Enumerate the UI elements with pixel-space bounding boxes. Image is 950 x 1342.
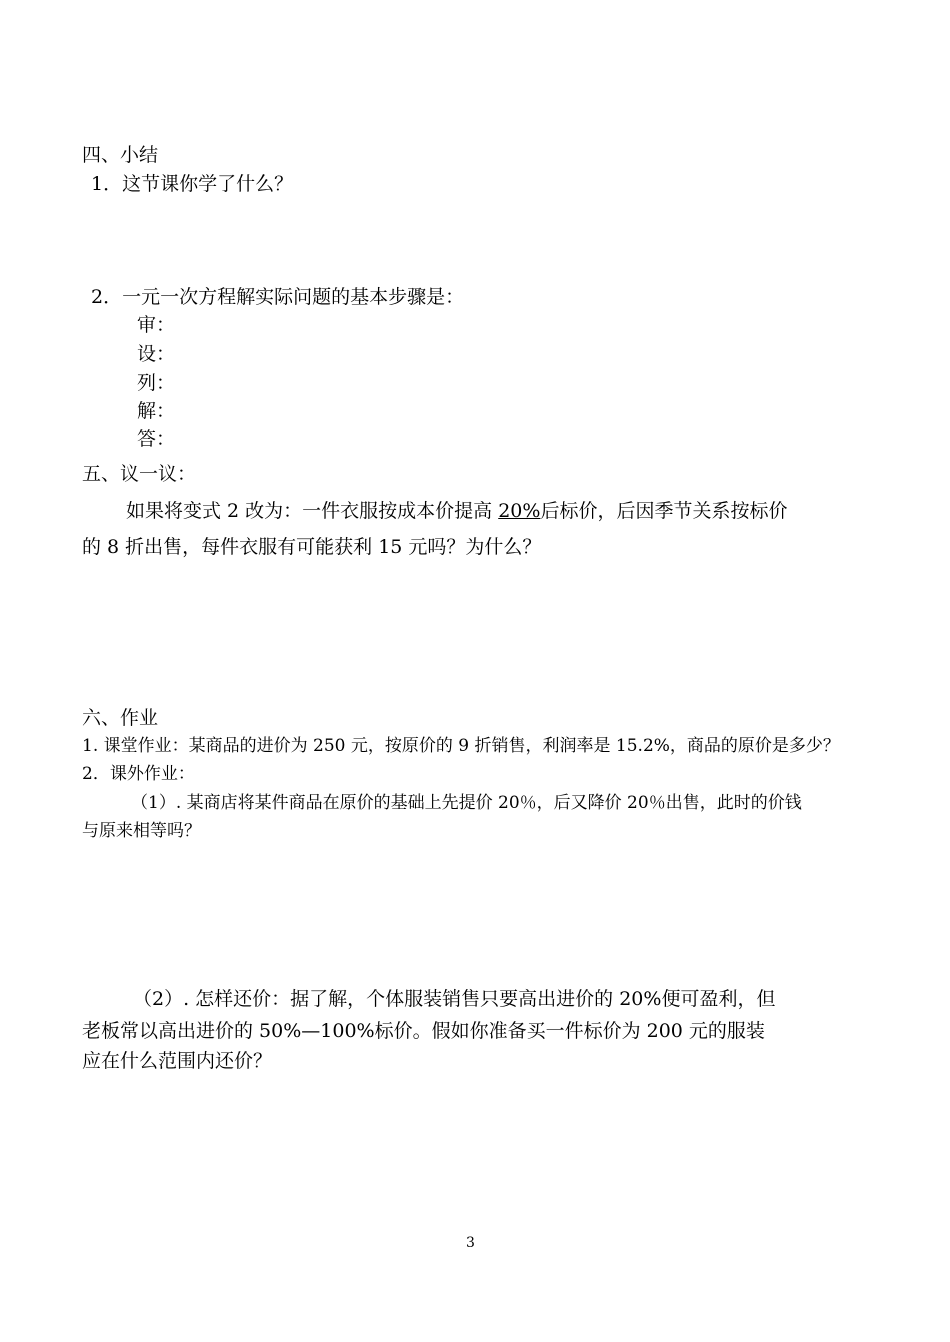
- problem-2-line-2: 老板常以高出进价的 50%—100%标价。假如你准备买一件标价为 200 元的服装: [82, 1020, 765, 1042]
- page-number: 3: [466, 1235, 475, 1251]
- discuss-text-post: 后标价，后因季节关系按标价: [540, 500, 788, 522]
- outside-work-label: 2．课外作业：: [82, 764, 195, 784]
- class-work: 1. 课堂作业：某商品的进价为 250 元，按原价的 9 折销售，利润率是 15.2%，商品的原价是多少？: [82, 736, 840, 756]
- problem-2-line-3: 应在什么范围内还价？: [82, 1050, 273, 1072]
- summary-heading: 四、小结: [82, 144, 159, 166]
- discuss-heading: 五、议一议：: [82, 463, 197, 485]
- discuss-text-pre: 如果将变式 2 改为：一件衣服按成本价提高: [126, 500, 499, 522]
- step-she: 设：: [137, 343, 176, 365]
- step-jie: 解：: [137, 400, 176, 422]
- summary-question-2: 2．一元一次方程解实际问题的基本步骤是：: [91, 286, 465, 308]
- discuss-paragraph-line-2: 的 8 折出售，每件衣服有可能获利 15 元吗？为什么？: [82, 536, 542, 558]
- step-lie: 列：: [137, 372, 176, 394]
- discuss-underlined-percent: 20%: [498, 500, 541, 522]
- problem-1-line-1: （1）. 某商店将某件商品在原价的基础上先提价 20％，后又降价 20％出售，此时的价钱: [131, 793, 802, 813]
- problem-1-line-2: 与原来相等吗？: [82, 821, 201, 841]
- summary-question-1: 1．这节课你学了什么？: [91, 173, 294, 195]
- step-shen: 审：: [137, 314, 176, 336]
- homework-heading: 六、作业: [82, 707, 159, 729]
- discuss-paragraph-line-1: [126, 502, 787, 521]
- problem-2-line-1: （2）. 怎样还价：据了解，个体服装销售只要高出进价的 20%便可盈利，但: [133, 988, 776, 1010]
- step-da: 答：: [137, 428, 176, 450]
